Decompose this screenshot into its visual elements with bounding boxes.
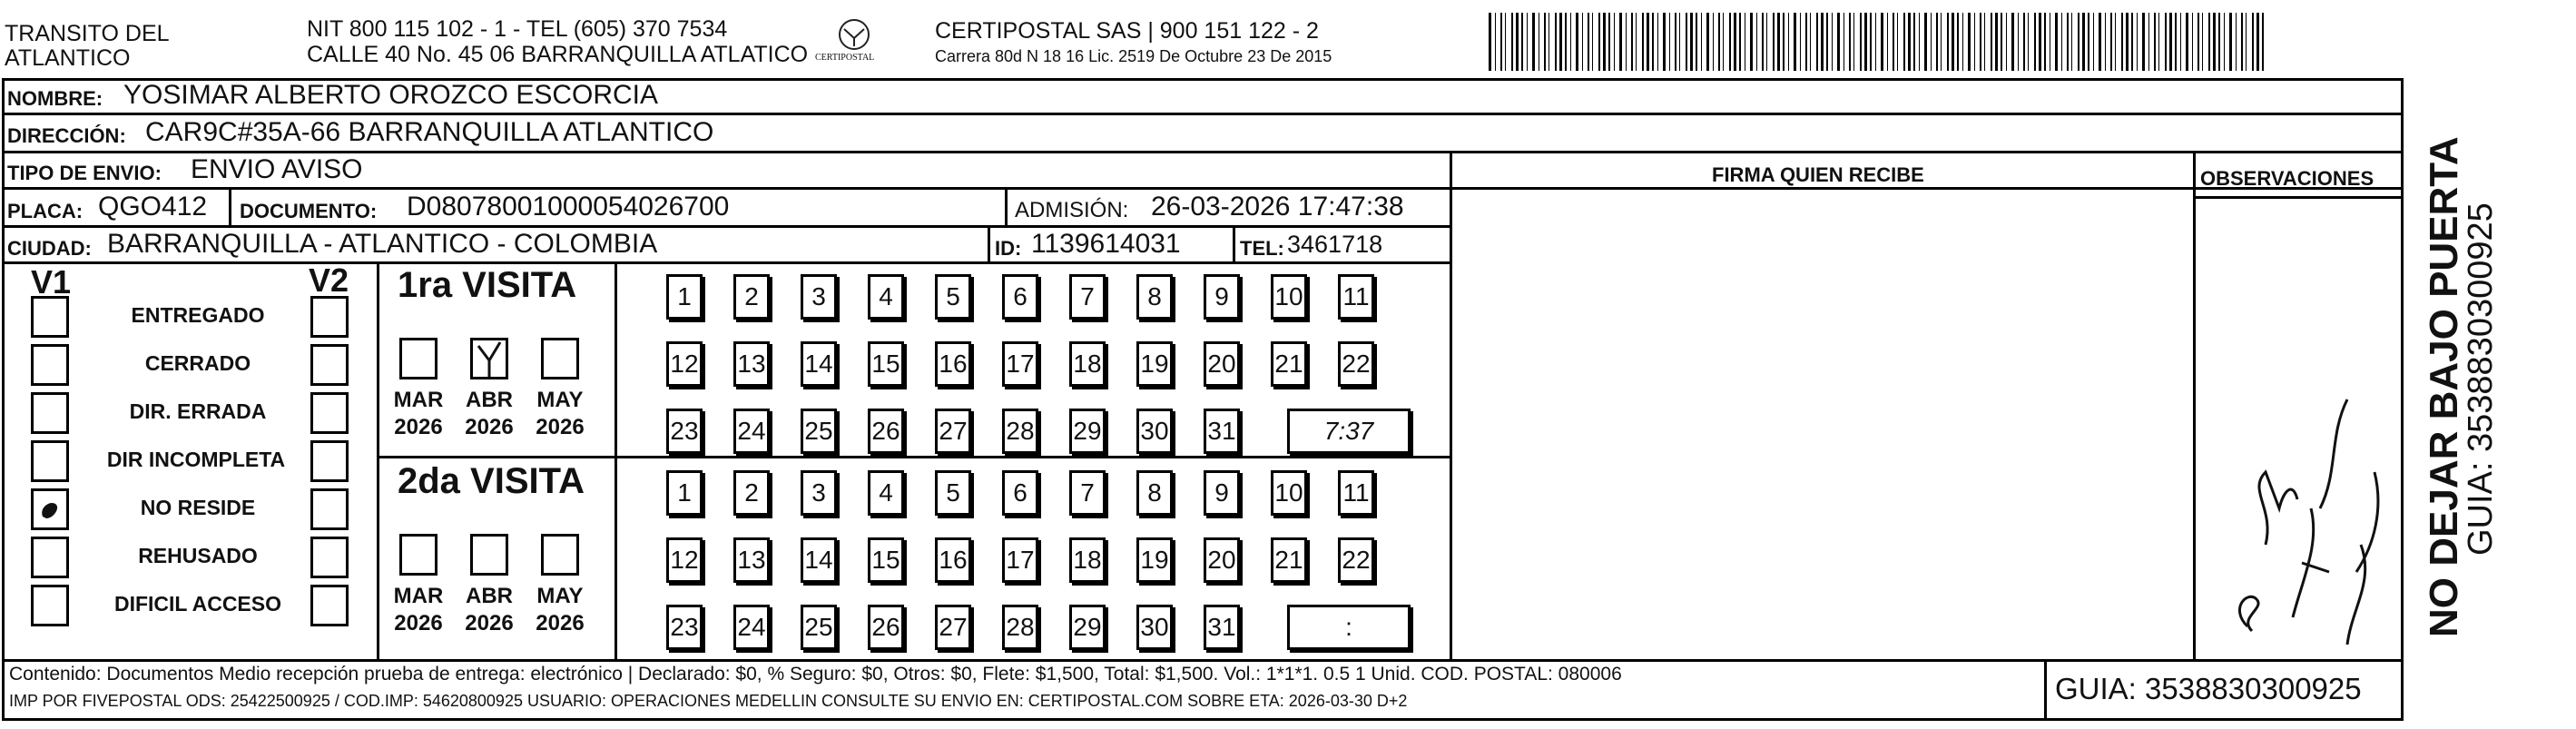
day-box[interactable]: 5 <box>935 470 971 516</box>
checklist-option-label: DIR INCOMPLETA <box>106 448 286 471</box>
visit-time-box[interactable]: : <box>1287 605 1411 650</box>
day-box[interactable]: 29 <box>1069 605 1106 650</box>
barcode-bar <box>1832 13 1833 71</box>
barcode-bar <box>1794 13 1796 71</box>
month-label: ABR <box>466 584 513 608</box>
observaciones-label: OBSERVACIONES <box>2200 167 2374 190</box>
documento-label: DOCUMENTO: <box>240 200 378 222</box>
barcode-bar <box>1686 13 1687 71</box>
day-box[interactable]: 27 <box>935 409 971 454</box>
barcode-bar <box>1734 13 1736 71</box>
year-label: 2026 <box>394 415 443 439</box>
v2-checkbox[interactable] <box>310 344 349 386</box>
month-checkbox[interactable] <box>541 338 579 379</box>
year-label: 2026 <box>536 415 585 439</box>
barcode-bar <box>1952 13 1954 71</box>
month-label: MAY <box>536 584 584 608</box>
barcode-bar <box>1527 13 1528 71</box>
issuer-line-2: ATLANTICO <box>5 45 131 71</box>
barcode-bar <box>1756 13 1757 71</box>
barcode-bar <box>1773 13 1775 71</box>
day-box[interactable]: 20 <box>1204 341 1240 387</box>
barcode-bar <box>1991 13 1992 71</box>
barcode-bar <box>2044 13 2046 71</box>
barcode-bar <box>1713 13 1714 71</box>
barcode-bar <box>2262 13 2264 71</box>
barcode-bar <box>1936 13 1938 71</box>
v1-checkbox[interactable] <box>31 585 69 626</box>
day-box[interactable]: 23 <box>666 409 703 454</box>
day-box[interactable]: 8 <box>1136 470 1173 516</box>
day-box[interactable]: 24 <box>733 409 770 454</box>
barcode-bar <box>1903 13 1905 71</box>
day-box[interactable]: 17 <box>1002 341 1038 387</box>
barcode-bar <box>2011 13 2014 71</box>
barcode-bar <box>1652 13 1654 71</box>
barcode-bar <box>2039 13 2041 71</box>
barcode-bar <box>1777 13 1780 71</box>
day-box[interactable]: 16 <box>935 537 971 583</box>
barcode-bar <box>1588 13 1589 71</box>
barcode-bar <box>2142 13 2145 71</box>
day-box[interactable]: 6 <box>1002 470 1038 516</box>
issuer-address: CALLE 40 No. 45 06 BARRANQUILLA ATLATICO <box>307 42 809 67</box>
day-box[interactable]: 12 <box>666 537 703 583</box>
v1-checkbox[interactable] <box>31 537 69 578</box>
checklist-option-label: DIR. ERRADA <box>129 399 267 423</box>
barcode-bar <box>1750 13 1753 71</box>
v1-checkbox[interactable] <box>31 296 69 338</box>
barcode-bar <box>2218 13 2220 71</box>
month-checkbox[interactable] <box>399 338 438 379</box>
barcode-bar <box>1636 13 1637 71</box>
barcode-bar <box>2067 13 2069 71</box>
day-box[interactable]: 23 <box>666 605 703 650</box>
day-box[interactable]: 26 <box>868 605 904 650</box>
barcode-bar <box>2229 13 2232 71</box>
barcode-bar <box>1489 13 1491 71</box>
barcode-bar <box>1516 13 1519 71</box>
year-label: 2026 <box>465 415 514 439</box>
barcode-bar <box>1788 13 1789 71</box>
checklist-option-label: REHUSADO <box>138 544 258 567</box>
day-box[interactable]: 22 <box>1338 537 1374 583</box>
barcode-bar <box>1696 13 1697 71</box>
day-box[interactable]: 6 <box>1002 274 1038 320</box>
barcode-bar <box>1826 13 1828 71</box>
ciudad-value: BARRANQUILLA - ATLANTICO - COLOMBIA <box>107 229 658 259</box>
barcode-bar <box>1875 13 1876 71</box>
barcode-bar <box>2028 13 2029 71</box>
day-box[interactable]: 15 <box>868 341 904 387</box>
day-box[interactable]: 4 <box>868 274 904 320</box>
barcode-bar <box>1690 13 1693 71</box>
barcode-bar <box>1984 13 1985 71</box>
day-box[interactable]: 26 <box>868 409 904 454</box>
day-box[interactable]: 18 <box>1069 537 1106 583</box>
v1-checkbox[interactable] <box>31 344 69 386</box>
month-checkbox[interactable] <box>399 534 438 576</box>
id-label: ID: <box>995 237 1022 260</box>
admision-value: 26-03-2026 17:47:38 <box>1151 192 1404 222</box>
day-box[interactable]: 3 <box>801 470 837 516</box>
barcode-bar <box>1495 13 1496 71</box>
month-label: MAR <box>393 584 444 608</box>
barcode-bar <box>1783 13 1785 71</box>
day-box[interactable]: 7 <box>1069 274 1106 320</box>
tipo-envio-label: TIPO DE ENVIO: <box>7 162 162 184</box>
barcode-bar <box>2202 13 2203 71</box>
carrier-license: Carrera 80d N 18 16 Lic. 2519 De Octubre 23 De 2015 <box>935 47 1332 65</box>
barcode-bar <box>1718 13 1720 71</box>
barcode-bar <box>2006 13 2007 71</box>
day-box[interactable]: 25 <box>801 605 837 650</box>
barcode-bar <box>2055 13 2058 71</box>
v2-checkbox[interactable] <box>310 537 349 578</box>
direccion-value: CAR9C#35A-66 BARRANQUILLA ATLANTICO <box>145 117 714 147</box>
day-box[interactable]: 14 <box>801 341 837 387</box>
day-box[interactable]: 19 <box>1136 537 1173 583</box>
barcode-bar <box>2158 13 2159 71</box>
barcode-bar <box>1995 13 1998 71</box>
checklist-option-label: NO RESIDE <box>140 496 256 519</box>
day-box[interactable]: 17 <box>1002 537 1038 583</box>
day-box[interactable]: 9 <box>1204 274 1240 320</box>
firma-label: FIRMA QUIEN RECIBE <box>1712 163 1924 186</box>
day-box[interactable]: 2 <box>733 274 770 320</box>
id-value: 1139614031 <box>1031 229 1181 259</box>
month-checkbox[interactable] <box>470 338 508 379</box>
month-year-label <box>528 387 592 441</box>
barcode <box>1489 13 2269 71</box>
barcode-bar <box>1565 13 1567 71</box>
barcode-bar <box>1800 13 1801 71</box>
barcode-bar <box>2071 13 2072 71</box>
barcode-bar <box>1614 13 1615 71</box>
barcode-bar <box>2034 13 2036 71</box>
barcode-bar <box>1647 13 1649 71</box>
placa-value: QGO412 <box>98 192 208 222</box>
day-box[interactable]: 10 <box>1271 470 1307 516</box>
issuer-line-1: TRANSITO DEL <box>5 21 170 46</box>
v2-checkbox[interactable] <box>310 585 349 626</box>
barcode-bar <box>1897 13 1898 71</box>
barcode-bar <box>1766 13 1767 71</box>
direccion-label: DIRECCIÓN: <box>7 124 126 147</box>
barcode-bar <box>1924 13 1927 71</box>
month-year-label <box>457 387 521 441</box>
barcode-bar <box>1576 13 1578 71</box>
barcode-bar <box>2175 13 2177 71</box>
contenido-text: Contenido: Documentos Medio recepción prueba de entrega: electrónico | Declarado: $0, % Seguro: $0, Otros: $0, Flete: $1,500, Total: $1,500. Vol.: 1*1*1. 0.5 1 Unid. COD. POSTAL: 080006 <box>9 664 1622 685</box>
barcode-bar <box>2165 13 2167 71</box>
barcode-bar <box>1913 13 1915 71</box>
barcode-bar <box>1810 13 1811 71</box>
v1-label: V1 <box>31 263 72 300</box>
admision-label: ADMISIÓN: <box>1015 198 1129 222</box>
day-box[interactable]: 31 <box>1204 409 1240 454</box>
logo-text: CERTIPOSTAL <box>815 53 875 63</box>
month-checkbox[interactable] <box>541 534 579 576</box>
day-box[interactable]: 29 <box>1069 409 1106 454</box>
barcode-bar <box>2224 13 2225 71</box>
barcode-bar <box>2061 13 2062 71</box>
barcode-bar <box>1675 13 1676 71</box>
day-box[interactable]: 31 <box>1204 605 1240 650</box>
barcode-bar <box>1598 13 1600 71</box>
barcode-bar <box>1582 13 1583 71</box>
barcode-bar <box>2115 13 2116 71</box>
barcode-bar <box>1642 13 1644 71</box>
day-box[interactable]: 1 <box>666 470 703 516</box>
barcode-bar <box>1511 13 1513 71</box>
barcode-bar <box>1669 13 1670 71</box>
day-box[interactable]: 18 <box>1069 341 1106 387</box>
barcode-bar <box>1853 13 1854 71</box>
barcode-bar <box>1723 13 1724 71</box>
day-box[interactable]: 24 <box>733 605 770 650</box>
month-label: ABR <box>466 388 513 412</box>
day-box[interactable]: 21 <box>1271 537 1307 583</box>
v2-checkbox[interactable] <box>310 488 349 530</box>
year-label: 2026 <box>536 611 585 635</box>
barcode-bar <box>1931 13 1932 71</box>
barcode-bar <box>1821 13 1824 71</box>
year-label: 2026 <box>394 611 443 635</box>
placa-label: PLACA: <box>7 200 84 222</box>
barcode-bar <box>2154 13 2156 71</box>
barcode-bar <box>1941 13 1942 71</box>
barcode-bar <box>1500 13 1502 71</box>
barcode-bar <box>1837 13 1840 71</box>
barcode-bar <box>2252 13 2254 71</box>
barcode-bar <box>1570 13 1571 71</box>
barcode-bar <box>2197 13 2199 71</box>
month-year-label <box>528 583 592 637</box>
barcode-bar <box>2180 13 2181 71</box>
barcode-bar <box>2169 13 2172 71</box>
barcode-graphic <box>1489 13 2269 71</box>
barcode-bar <box>1657 13 1658 71</box>
day-box[interactable]: 21 <box>1271 341 1307 387</box>
footer-guia: GUIA: 3538830300925 <box>2055 672 2362 705</box>
day-box[interactable]: 25 <box>801 409 837 454</box>
barcode-bar <box>1947 13 1949 71</box>
barcode-bar <box>1559 13 1562 71</box>
no-dejar-bajo-puerta: NO DEJAR BAJO PUERTA <box>2422 136 2466 637</box>
barcode-bar <box>1619 13 1622 71</box>
day-box[interactable]: 16 <box>935 341 971 387</box>
visit2-title: 2da VISITA <box>398 461 585 501</box>
barcode-bar <box>1919 13 1920 71</box>
barcode-bar <box>1957 13 1959 71</box>
barcode-bar <box>2082 13 2085 71</box>
barcode-bar <box>1860 13 1862 71</box>
issuer-nit: NIT 800 115 102 - 1 - TEL (605) 370 7534 <box>307 16 728 42</box>
barcode-bar <box>1805 13 1807 71</box>
day-box[interactable]: 3 <box>801 274 837 320</box>
barcode-bar <box>1739 13 1741 71</box>
barcode-bar <box>1816 13 1818 71</box>
barcode-bar <box>2105 13 2106 71</box>
barcode-bar <box>2148 13 2149 71</box>
nombre-value: YOSIMAR ALBERTO OROZCO ESCORCIA <box>123 80 659 110</box>
barcode-bar <box>1608 13 1610 71</box>
barcode-bar <box>2213 13 2216 71</box>
barcode-bar <box>1870 13 1872 71</box>
barcode-bar <box>1555 13 1557 71</box>
certipostal-logo <box>813 16 895 67</box>
day-box[interactable]: 28 <box>1002 605 1038 650</box>
barcode-bar <box>2088 13 2089 71</box>
day-box[interactable]: 28 <box>1002 409 1038 454</box>
month-label: MAY <box>536 388 584 412</box>
barcode-bar <box>2241 13 2243 71</box>
barcode-bar <box>1893 13 1894 71</box>
barcode-bar <box>1663 13 1666 71</box>
barcode-bar <box>1962 13 1963 71</box>
barcode-bar <box>2093 13 2094 71</box>
v1-checkbox[interactable] <box>31 488 69 530</box>
month-year-label <box>387 583 450 637</box>
month-checkbox[interactable] <box>470 534 508 576</box>
day-box[interactable]: 22 <box>1338 341 1374 387</box>
barcode-bar <box>1980 13 1981 71</box>
barcode-bar <box>1701 13 1702 71</box>
day-box[interactable]: 1 <box>666 274 703 320</box>
barcode-bar <box>1849 13 1851 71</box>
day-box[interactable]: 20 <box>1204 537 1240 583</box>
v1-mark-icon <box>34 491 66 527</box>
checklist-option-label: ENTREGADO <box>131 303 265 327</box>
checklist-option-label: CERRADO <box>144 351 251 375</box>
v1-checkbox[interactable] <box>31 392 69 434</box>
ciudad-label: CIUDAD: <box>7 237 92 260</box>
barcode-bar <box>2023 13 2025 71</box>
day-box[interactable]: 30 <box>1136 409 1173 454</box>
carrier-name: CERTIPOSTAL SAS | 900 151 122 - 2 <box>935 18 1319 44</box>
barcode-bar <box>1706 13 1709 71</box>
imp-text: IMP POR FIVEPOSTAL ODS: 25422500925 / COD.IMP: 54620800925 USUARIO: OPERACIONES MEDELLIN CONSULTE SU ENVIO EN: CERTIPOSTAL.COM SOBRE ETA: 2026-03-30 D+2 <box>9 692 1408 710</box>
barcode-bar <box>1908 13 1911 71</box>
barcode-bar <box>2208 13 2210 71</box>
day-box[interactable]: 8 <box>1136 274 1173 320</box>
v2-checkbox[interactable] <box>310 440 349 482</box>
day-box[interactable]: 4 <box>868 470 904 516</box>
barcode-bar <box>1974 13 1975 71</box>
tipo-envio-value: ENVIO AVISO <box>191 154 363 184</box>
barcode-bar <box>2078 13 2079 71</box>
day-box[interactable]: 9 <box>1204 470 1240 516</box>
day-box[interactable]: 2 <box>733 470 770 516</box>
day-box[interactable]: 13 <box>733 537 770 583</box>
visit1-title: 1ra VISITA <box>398 265 577 305</box>
month-year-label <box>457 583 521 637</box>
documento-value: D08078001000054026700 <box>407 192 730 222</box>
month-year-label <box>387 387 450 441</box>
barcode-bar <box>1505 13 1506 71</box>
barcode-bar <box>1968 13 1971 71</box>
side-guia: GUIA: 3538830300925 <box>2462 202 2500 556</box>
barcode-bar <box>1881 13 1883 71</box>
barcode-bar <box>2126 13 2129 71</box>
day-box[interactable]: 11 <box>1338 274 1374 320</box>
barcode-bar <box>2018 13 2019 71</box>
barcode-bar <box>2121 13 2123 71</box>
visit-time-box[interactable]: 7:37 <box>1287 409 1411 454</box>
barcode-bar <box>2236 13 2237 71</box>
barcode-bar <box>2131 13 2133 71</box>
barcode-bar <box>1762 13 1764 71</box>
day-box[interactable]: 15 <box>868 537 904 583</box>
day-box[interactable]: 27 <box>935 605 971 650</box>
barcode-bar <box>2001 13 2002 71</box>
day-box[interactable]: 7 <box>1069 470 1106 516</box>
barcode-bar <box>1679 13 1680 71</box>
barcode-bar <box>1603 13 1606 71</box>
barcode-bar <box>1729 13 1731 71</box>
barcode-bar <box>1864 13 1867 71</box>
year-label: 2026 <box>465 611 514 635</box>
day-box[interactable]: 10 <box>1271 274 1307 320</box>
month-mark-icon <box>473 340 506 377</box>
tel-value: 3461718 <box>1287 231 1383 258</box>
nombre-label: NOMBRE: <box>7 87 103 110</box>
barcode-bar <box>1592 13 1593 71</box>
barcode-bar <box>1532 13 1535 71</box>
tel-label: TEL: <box>1240 237 1284 260</box>
v1-checkbox[interactable] <box>31 440 69 482</box>
barcode-bar <box>1631 13 1633 71</box>
v2-checkbox[interactable] <box>310 392 349 434</box>
barcode-bar <box>1626 13 1627 71</box>
barcode-bar <box>2256 13 2259 71</box>
day-box[interactable]: 30 <box>1136 605 1173 650</box>
barcode-bar <box>1887 13 1888 71</box>
barcode-bar <box>2186 13 2188 71</box>
v2-label: V2 <box>309 261 349 299</box>
issuer-name <box>5 22 170 71</box>
checklist-option-label: DIFICIL ACCESO <box>113 592 281 616</box>
barcode-bar <box>2192 13 2193 71</box>
day-box[interactable]: 5 <box>935 274 971 320</box>
barcode-bar <box>1544 13 1546 71</box>
day-box[interactable]: 14 <box>801 537 837 583</box>
day-box[interactable]: 12 <box>666 341 703 387</box>
barcode-bar <box>2246 13 2247 71</box>
day-box[interactable]: 13 <box>733 341 770 387</box>
barcode-bar <box>2110 13 2112 71</box>
day-box[interactable]: 11 <box>1338 470 1374 516</box>
handwritten-observations <box>2193 272 2404 659</box>
barcode-bar <box>2099 13 2101 71</box>
day-box[interactable]: 19 <box>1136 341 1173 387</box>
barcode-bar <box>1521 13 1523 71</box>
v2-checkbox[interactable] <box>310 296 349 338</box>
barcode-bar <box>2137 13 2138 71</box>
month-label: MAR <box>393 388 444 412</box>
